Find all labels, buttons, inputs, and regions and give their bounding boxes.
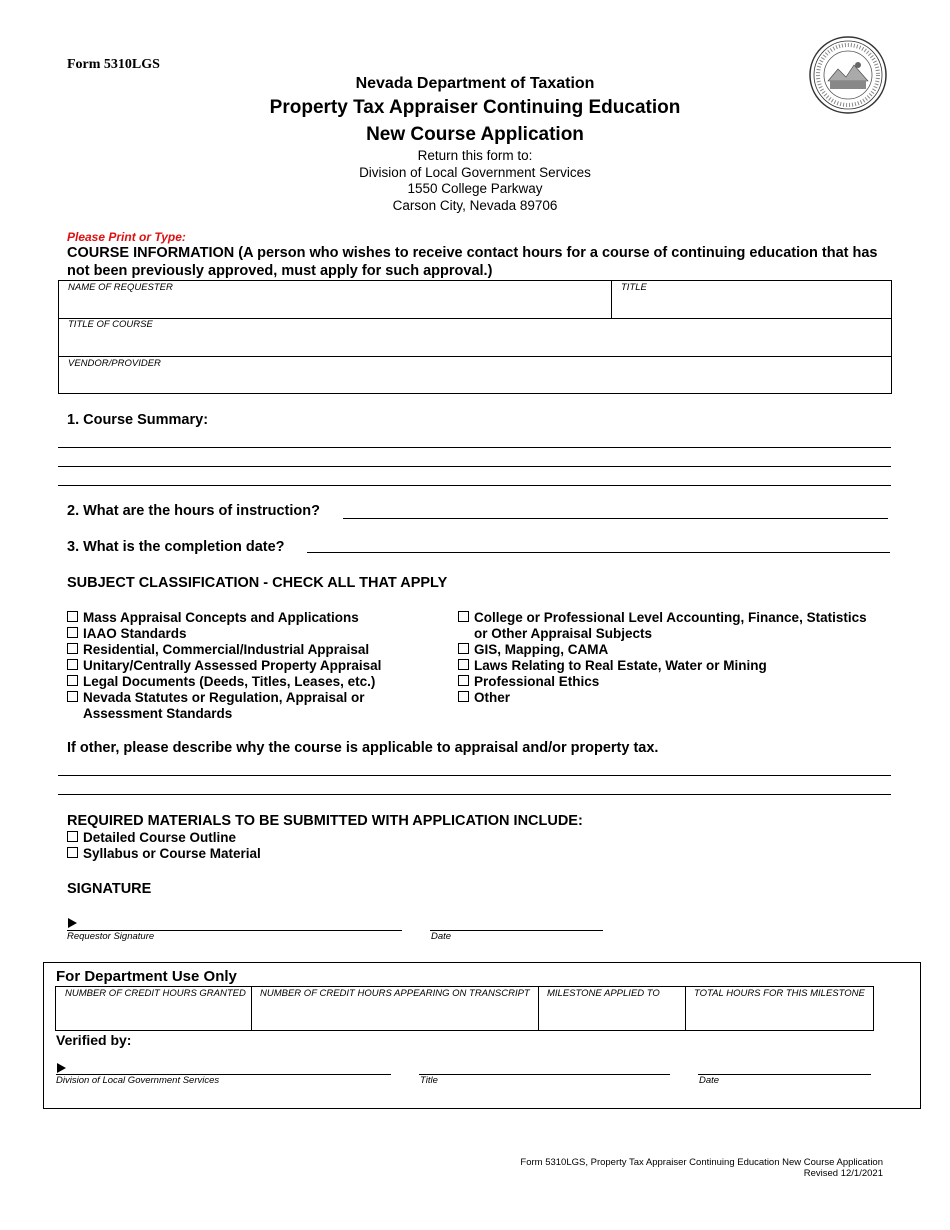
summary-line[interactable] [58, 466, 891, 467]
subject-option[interactable]: Legal Documents (Deeds, Titles, Leases, etc.) [67, 674, 375, 690]
completion-date-label: 3. What is the completion date? [67, 539, 285, 555]
credit-hours-transcript-label: NUMBER OF CREDIT HOURS APPEARING ON TRANSCRIPT [260, 988, 530, 999]
signature-date-label: Date [431, 931, 452, 942]
milestone-applied-field[interactable] [541, 1002, 683, 1028]
vendor-provider-field[interactable] [61, 371, 887, 390]
division-label: Division of Local Government Services [56, 1075, 220, 1086]
subject-option[interactable]: IAAO Standards [67, 626, 187, 642]
subject-option[interactable]: College or Professional Level Accounting, Finance, Statistics [458, 610, 867, 626]
total-hours-milestone-field[interactable] [688, 1002, 871, 1028]
name-of-requester-label: NAME OF REQUESTER [68, 282, 173, 293]
summary-line[interactable] [58, 447, 891, 448]
credit-hours-transcript-field[interactable] [254, 1002, 536, 1028]
hours-of-instruction-label: 2. What are the hours of instruction? [67, 503, 320, 519]
footer-form-title: Form 5310LGS, Property Tax Appraiser Continuing Education New Course Application [520, 1157, 883, 1168]
footer-revision: Revised 12/1/2021 [803, 1168, 883, 1179]
sign-here-arrow-icon [68, 918, 77, 928]
title-of-course-label: TITLE OF COURSE [68, 319, 153, 330]
title-field[interactable] [615, 295, 887, 316]
department-use-section [43, 962, 921, 1109]
other-description-line[interactable] [58, 794, 891, 795]
verifier-title-field[interactable] [419, 1074, 670, 1075]
checkbox[interactable] [67, 659, 78, 670]
return-address [0, 148, 950, 214]
checkbox[interactable] [67, 627, 78, 638]
hours-of-instruction-field[interactable] [343, 518, 888, 519]
department-use-heading: For Department Use Only [56, 968, 237, 985]
subject-option[interactable]: Laws Relating to Real Estate, Water or Mining [458, 658, 767, 674]
requestor-signature-label: Requestor Signature [67, 931, 155, 942]
form-title: Property Tax Appraiser Continuing Education [269, 97, 681, 118]
subject-option[interactable]: Mass Appraisal Concepts and Applications [67, 610, 359, 626]
title-label: TITLE [621, 282, 647, 293]
subject-option[interactable]: Professional Ethics [458, 674, 599, 690]
course-info-table [58, 280, 892, 394]
return-line: Division of Local Government Services [359, 164, 591, 180]
title-of-course-field[interactable] [61, 332, 887, 354]
checkbox[interactable] [67, 611, 78, 622]
subject-option-continuation: Assessment Standards [83, 706, 233, 721]
subject-option[interactable]: Residential, Commercial/Industrial Appraisal [67, 642, 369, 658]
verified-by-label: Verified by: [56, 1032, 132, 1048]
subject-classification-heading: SUBJECT CLASSIFICATION - CHECK ALL THAT APPLY [67, 575, 448, 591]
vendor-provider-label: VENDOR/PROVIDER [68, 358, 161, 369]
course-summary-label: 1. Course Summary: [67, 412, 209, 428]
form-number: Form 5310LGS [67, 57, 160, 72]
verifier-date-label: Date [699, 1075, 720, 1086]
form-footer [520, 1157, 883, 1179]
checkbox[interactable] [67, 675, 78, 686]
form-subtitle: New Course Application [366, 124, 584, 145]
print-instruction: Please Print or Type: [67, 230, 186, 244]
return-line: 1550 College Parkway [407, 181, 543, 196]
completion-date-field[interactable] [307, 552, 890, 553]
milestone-applied-label: MILESTONE APPLIED TO [547, 988, 660, 999]
checkbox[interactable] [458, 659, 469, 670]
subject-option[interactable]: Other [458, 690, 510, 706]
total-hours-milestone-label: TOTAL HOURS FOR THIS MILESTONE [694, 988, 865, 999]
subject-option[interactable]: Nevada Statutes or Regulation, Appraisal or [67, 690, 365, 706]
required-materials-heading: REQUIRED MATERIALS TO BE SUBMITTED WITH APPLICATION INCLUDE: [67, 813, 583, 829]
credit-hours-granted-label: NUMBER OF CREDIT HOURS GRANTED [65, 988, 246, 999]
other-description-line[interactable] [58, 775, 891, 776]
required-material-item[interactable]: Syllabus or Course Material [67, 846, 261, 862]
signature-date-field[interactable] [430, 930, 603, 931]
department-use-table [55, 986, 874, 1031]
return-line: Return this form to: [417, 148, 533, 163]
subject-option-continuation: or Other Appraisal Subjects [474, 626, 653, 641]
return-line: Carson City, Nevada 89706 [392, 197, 558, 213]
checkbox[interactable] [458, 611, 469, 622]
summary-line[interactable] [58, 485, 891, 486]
checkbox[interactable] [458, 675, 469, 686]
subject-option[interactable]: GIS, Mapping, CAMA [458, 642, 608, 658]
sign-here-arrow-icon [57, 1063, 66, 1073]
checkbox[interactable] [67, 643, 78, 654]
verifier-title-label: Title [420, 1075, 438, 1086]
course-info-heading: COURSE INFORMATION (A person who wishes to receive contact hours for a course of continuing education that has not been previously approved, must apply for such approval.) [67, 245, 878, 279]
credit-hours-granted-field[interactable] [58, 1002, 249, 1028]
checkbox[interactable] [67, 847, 78, 858]
signature-heading: SIGNATURE [67, 881, 152, 897]
checkbox[interactable] [458, 691, 469, 702]
subject-option[interactable]: Unitary/Centrally Assessed Property Appraisal [67, 658, 381, 674]
name-of-requester-field[interactable] [61, 295, 607, 316]
checkbox[interactable] [458, 643, 469, 654]
verifier-date-field[interactable] [698, 1074, 871, 1075]
department-name: Nevada Department of Taxation [355, 75, 595, 92]
other-description-prompt: If other, please describe why the course is applicable to appraisal and/or property tax. [67, 740, 659, 756]
required-material-item[interactable]: Detailed Course Outline [67, 830, 236, 846]
checkbox[interactable] [67, 831, 78, 842]
checkbox[interactable] [67, 691, 78, 702]
